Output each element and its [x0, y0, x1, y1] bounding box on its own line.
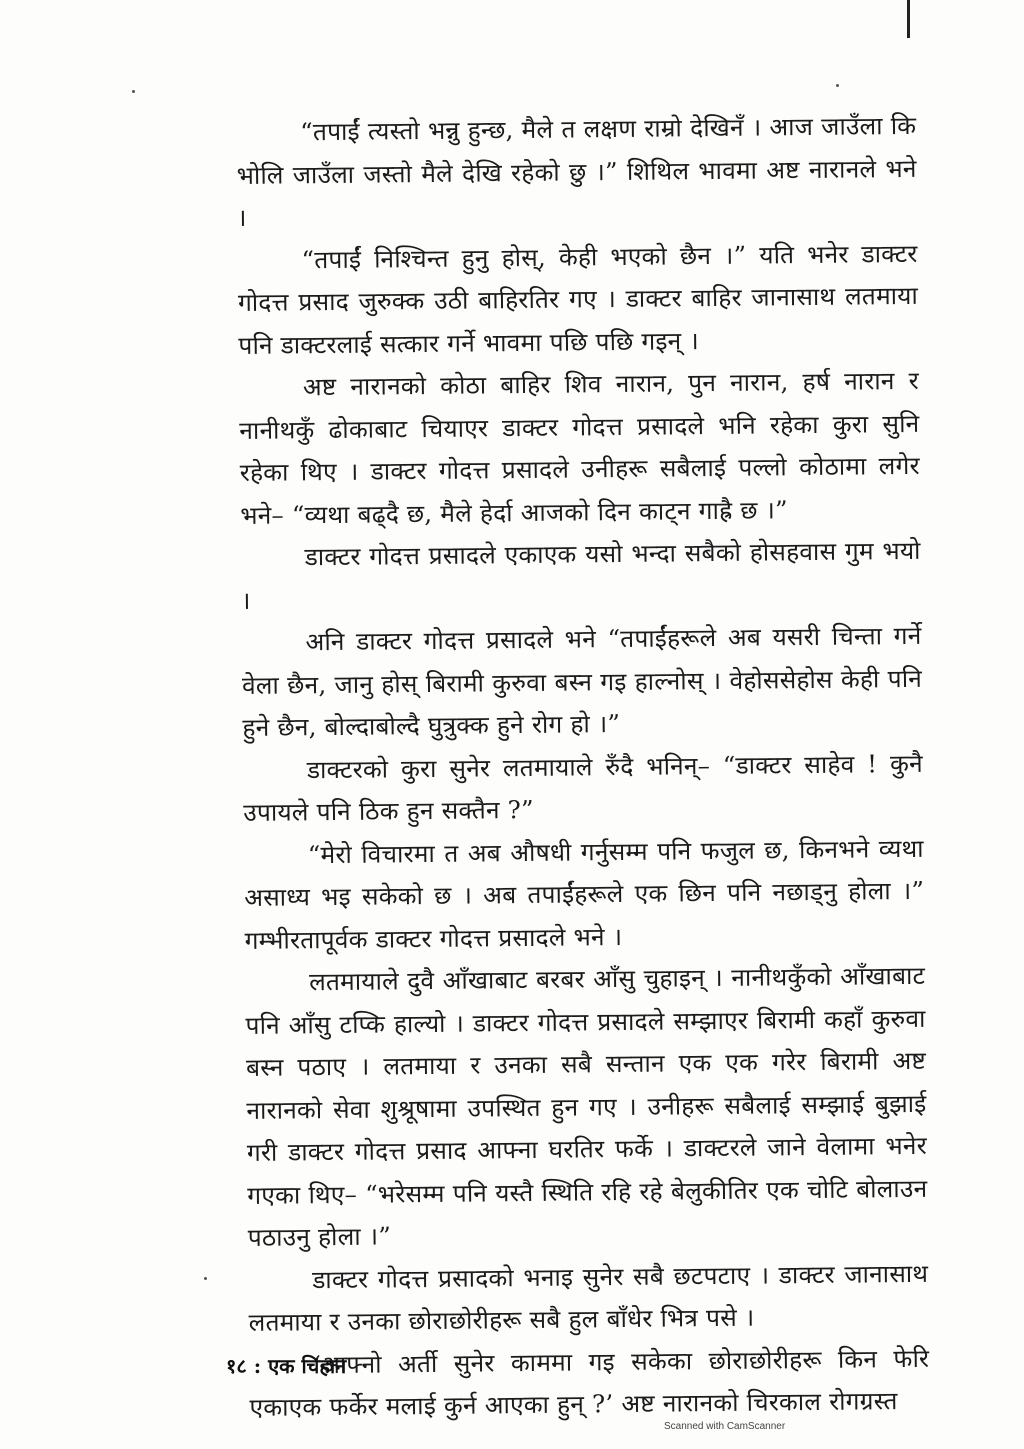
paragraph: डाक्टर गोदत्त प्रसादले एकाएक यसो भन्दा सबैको होसहवास गुम भयो ।	[240, 535, 921, 615]
body-text	[236, 105, 930, 1430]
scan-speck	[836, 84, 839, 87]
paragraph: “तपाईं निश्चिन्त हुनु होस्, केही भएको छैन ।” यति भनेर डाक्टर गोदत्त प्रसाद जुरुक्क उठी बाहिरतिर गए । डाक्टर बाहिर जानासाथ लतमाया पनि डाक्टरलाई सत्कार गर्ने भावमा पछि पछि गइन् ।	[237, 238, 919, 360]
paragraph: “मेरो विचारमा त अब औषधी गर्नुसम्म पनि फजुल छ, किनभने व्यथा असाध्य भइ सकेको छ । अब तपाईंहरूले एक छिन पनि नछाड्नु होला ।” गम्भीरतापूर्वक डाक्टर गोदत्त प्रसादले भने ।	[244, 833, 925, 955]
page-footer: १८ : एक चिहान	[226, 1354, 347, 1378]
page-edge-mark	[907, 0, 910, 38]
paragraph: ‘आफ्नो अर्ती सुनेर काममा गइ सकेका छोराछोरीहरू किन फेरि एकाएक फर्केर मलाई कुर्न आएका हुन् ?’ अष्ट नारानको चिरकाल रोगग्रस्त	[249, 1343, 930, 1422]
paragraph: अनि डाक्टर गोदत्त प्रसादले भने “तपाईंहरूले अब यसरी चिन्ता गर्ने वेला छैन, जानु होस् बिरामी कुरुवा बस्न गइ हाल्नोस् । वेहोससेहोस केही पनि हुने छैन, बोल्दाबोल्दै घुत्रुक्क हुने रोग हो ।”	[241, 620, 923, 742]
paragraph: अष्ट नारानको कोठा बाहिर शिव नारान, पुन नारान, हर्ष नारान र नानीथकुँ ढोकाबाट चियाएर डाक्टर गोदत्त प्रसादले भनि रहेका कुरा सुनि रहेका थिए । डाक्टर गोदत्त प्रसादले उनीहरू सबैलाई पल्लो कोठामा लगेर भने– “व्यथा बढ्दै छ, मैले हेर्दा आजको दिन काट्न गाह्रै छ ।”	[239, 365, 920, 530]
paragraph: डाक्टरको कुरा सुनेर लतमायाले रुँदै भनिन्– “डाक्टर साहेव ! कुनै उपायले पनि ठिक हुन सक्तैन ?”	[243, 748, 924, 827]
scan-speck	[204, 1277, 207, 1280]
scan-speck	[132, 90, 135, 93]
paragraph: डाक्टर गोदत्त प्रसादको भनाइ सुनेर सबै छटपटाए । डाक्टर जानासाथ लतमाया र उनका छोराछोरीहरू सबै हुल बाँधेर भित्र पसे ।	[248, 1258, 929, 1337]
paragraph: “तपाईं त्यस्तो भन्नु हुन्छ, मैले त लक्षण राम्रो देखिनँ । आज जाउँला कि भोलि जाउँला जस्तो मैले देखि रहेको छु ।” शिथिल भावमा अष्ट नारानले भने ।	[236, 110, 917, 232]
scanner-watermark: Scanned with CamScanner	[664, 1421, 786, 1432]
paragraph: लतमायाले दुवै आँखाबाट बरबर आँसु चुहाइन् । नानीथकुँको आँखाबाट पनि आँसु टप्कि हाल्यो । डाक्टर गोदत्त प्रसादले सम्झाएर बिरामी कहाँ कुरुवा बस्न पठाए । लतमाया र उनका सबै सन्तान एक एक गरेर बिरामी अष्ट नारानको सेवा शुश्रूषामा उपस्थित हुन गए । उनीहरू सबैलाई सम्झाई बुझाई गरी डाक्टर गोदत्त प्रसाद आफ्ना घरतिर फर्के । डाक्टरले जाने वेलामा भनेर गएका थिए– “भरेसम्म पनि यस्तै स्थिति रहि रहे बेलुकीतिर एक चोटि बोलाउन पठाउनु होला ।”	[245, 960, 928, 1252]
